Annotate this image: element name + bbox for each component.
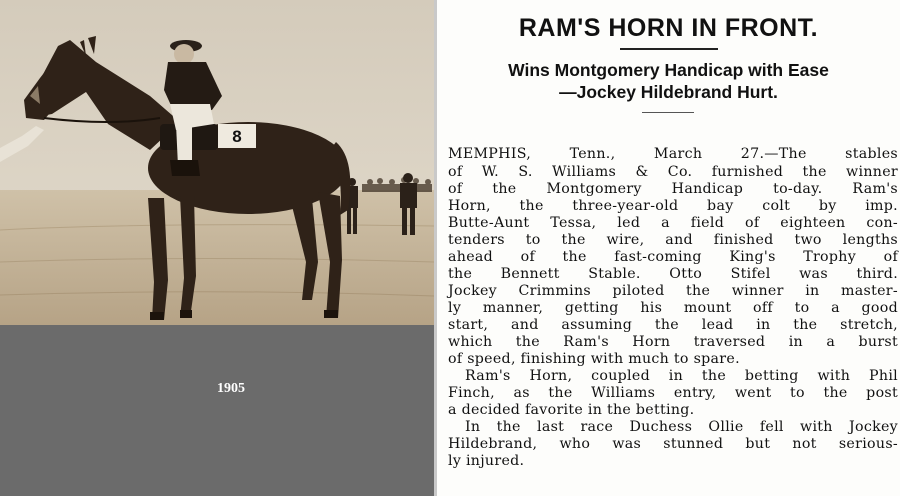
caption-panel	[0, 325, 434, 496]
body-line: ly manner, getting his mount off to a good	[448, 300, 898, 316]
newspaper-clipping	[437, 0, 900, 496]
body-line: start, and assuming the lead in the stretch,	[448, 317, 898, 333]
body-line: which the Ram's Horn traversed in a burst	[448, 334, 898, 350]
body-line: ahead of the fast-coming King's Trophy of	[448, 249, 898, 265]
section-rule	[642, 112, 694, 113]
body-line: of speed, finishing with much to spare.	[448, 351, 740, 367]
body-line: In the last race Duchess Ollie fell with Jockey	[465, 419, 898, 435]
body-line: Ram's Horn, coupled in the betting with Phil	[465, 368, 898, 384]
horse-photo	[0, 0, 434, 325]
headline-rule	[620, 48, 718, 50]
body-line: the Bennett Stable. Otto Stifel was third.	[448, 266, 898, 282]
body-line: Hildebrand, who was stunned but not serious-	[448, 436, 898, 452]
body-line: of the Montgomery Handicap to-day. Ram's	[448, 181, 898, 197]
horse-photo-illustration	[0, 0, 434, 325]
subheadline-line-2: —Jockey Hildebrand Hurt.	[559, 82, 778, 102]
body-line: a decided favorite in the betting.	[448, 402, 695, 418]
body-line: ly injured.	[448, 453, 525, 469]
body-line: Jockey Crimmins piloted the winner in master-	[448, 283, 898, 299]
year-caption: 1905	[217, 381, 245, 396]
body-line: of W. S. Williams & Co. furnished the winner	[448, 164, 898, 180]
body-line: Finch, as the Williams entry, went to the post	[448, 385, 898, 401]
body-line: Horn, the three-year-old bay colt by imp.	[448, 198, 898, 214]
headline: RAM'S HORN IN FRONT.	[518, 14, 819, 42]
body-line: tenders to the wire, and finished two lengths	[448, 232, 898, 248]
subheadline-line-1: Wins Montgomery Handicap with Ease	[508, 60, 829, 80]
saddle-number: 8	[232, 127, 242, 146]
body-line: Butte-Aunt Tessa, led a field of eighteen con-	[448, 215, 898, 231]
body-line: MEMPHIS, Tenn., March 27.—The stables	[448, 146, 898, 162]
